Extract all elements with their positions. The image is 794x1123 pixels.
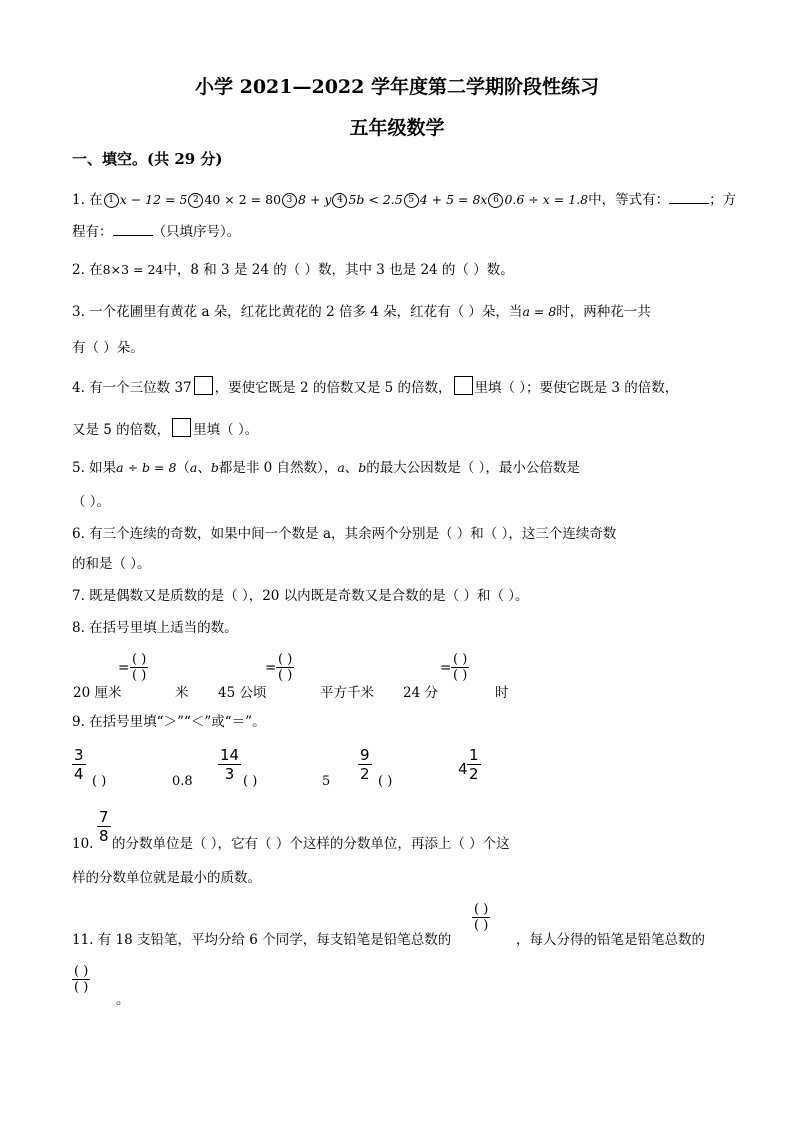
q11-frac-1-num: ( ) — [474, 902, 489, 917]
question-6-line-2: 的和是（ ）。 — [72, 556, 151, 572]
question-11-line-1-b: ，每人分得的铅笔是铅笔总数的 — [516, 932, 705, 948]
q9-frac-2-den: 3 — [224, 765, 235, 783]
q1-semi: ；方 — [709, 192, 737, 208]
question-1-line-2 — [72, 222, 240, 242]
q10-fraction — [97, 808, 111, 845]
q5-v4: b — [358, 460, 367, 475]
q8-fraction-3[interactable] — [451, 652, 469, 683]
q8-label-2: 45 公顷 — [218, 685, 267, 701]
q8-unit-3: 时 — [495, 685, 509, 701]
q5-v2: b — [210, 460, 219, 475]
q5-b: （ — [176, 460, 190, 476]
q1-blank-equations[interactable] — [669, 203, 709, 204]
q10-number: 10. — [72, 836, 94, 852]
question-2 — [72, 260, 514, 280]
q1-expr-5: 4 + 5 = 8x — [419, 192, 488, 207]
q9-right-2: 5 — [322, 774, 331, 789]
q11-end: 。 — [116, 992, 130, 1008]
page-title: 小学 2021—2022 学年度第二学期阶段性练习 — [195, 76, 599, 98]
q4-box-2[interactable] — [454, 376, 473, 395]
q11-fraction-2[interactable] — [72, 964, 90, 995]
q3-b: 时，两种花一共 — [556, 304, 651, 320]
question-4-line-2 — [72, 418, 258, 440]
q3-expr: a = 8 — [522, 304, 557, 319]
q8-unit-1: 米 — [175, 685, 189, 701]
q1-line2-b: （只填序号）。 — [152, 224, 241, 240]
q1-mark-5: 5 — [404, 193, 419, 208]
q8-fraction-2[interactable] — [276, 652, 294, 683]
q9-frac-1 — [72, 746, 86, 783]
question-3-line-2: 有（ ）朵。 — [72, 340, 144, 356]
q9-right-whole-3: 4 — [458, 760, 468, 778]
q1-mark-2: 2 — [188, 193, 203, 208]
q1-expr-3: 8 + y — [298, 192, 332, 207]
q1-prefix: 1. 在 — [72, 192, 103, 208]
question-4-line-1 — [72, 376, 678, 398]
q8-label-1: 20 厘米 — [73, 685, 122, 701]
q5-c: 、 — [197, 460, 211, 476]
q9-paren-1[interactable]: ( ) — [92, 774, 107, 789]
q4-a: 4. 有一个三位数 37 — [72, 380, 192, 396]
q1-expr-2: 40 × 2 = 80 — [204, 192, 282, 207]
question-11-line-1-a: 11. 有 18 支铅笔，平均分给 6 个同学，每支铅笔是铅笔总数的 — [72, 932, 452, 948]
q4-c: 里填（ ）；要使它既是 3 的倍数， — [474, 380, 679, 396]
question-6-line-1: 6. 有三个连续的奇数，如果中间一个数是 a，其余两个分别是（ ）和（ ），这三个连续奇数 — [72, 526, 617, 542]
q10-frac-num: 7 — [99, 808, 109, 826]
q1-mark-3: 3 — [282, 193, 297, 208]
q9-frac-2 — [218, 746, 241, 783]
q5-e: 、 — [344, 460, 359, 476]
q9-frac-1-den: 4 — [74, 765, 84, 783]
q11-frac-2-num: ( ) — [74, 964, 89, 979]
q8-fraction-1-num: ( ) — [132, 652, 147, 667]
q9-frac-3 — [358, 746, 372, 783]
q9-right-1: 0.8 — [172, 774, 193, 789]
q8-eq-3: = — [440, 660, 452, 676]
q8-eq-2: = — [265, 660, 277, 676]
q5-v1: a — [189, 460, 198, 475]
question-5-line-2: （ ）。 — [72, 494, 111, 510]
q9-paren-3[interactable]: ( ) — [378, 774, 393, 789]
q2-expr: 8×3 = 24 — [102, 262, 164, 277]
q5-a: 5. 如果 — [72, 460, 117, 476]
q1-mark-6: 6 — [488, 193, 503, 208]
q10-frac-den: 8 — [99, 827, 109, 845]
q5-expr: a ÷ b = 8 — [116, 460, 177, 475]
q8-fraction-2-num: ( ) — [278, 652, 293, 667]
q5-f: 的最大公因数是（ ），最小公倍数是 — [366, 460, 580, 476]
q11-frac-1-den: ( ) — [474, 918, 489, 933]
q8-fraction-2-den: ( ) — [278, 668, 293, 683]
question-9: 9. 在括号里填“＞”“＜”或“＝”。 — [72, 714, 266, 730]
q4-b: ，要使它既是 2 的倍数又是 5 的倍数， — [214, 380, 452, 396]
q1-mark-1: 1 — [104, 193, 119, 208]
q5-d: 都是非 0 自然数）， — [218, 460, 338, 476]
q4-line2-a: 又是 5 的倍数， — [72, 422, 171, 438]
question-10-line-1: 的分数单位是（ ），它有（ ）个这样的分数单位，再添上（ ）个这 — [112, 836, 510, 852]
q3-a: 3. 一个花圃里有黄花 a 朵，红花比黄花的 2 倍多 4 朵，红花有（ ）朵，当 — [72, 304, 523, 320]
q5-v3: a — [337, 460, 345, 475]
section-heading: 一、填空。(共 29 分) — [72, 150, 223, 168]
question-5-line-1 — [72, 458, 580, 478]
q1-mid: 中，等式有： — [588, 192, 670, 208]
q11-fraction-1[interactable] — [472, 902, 490, 933]
q8-unit-2: 平方千米 — [320, 685, 374, 701]
q1-expr-1: x − 12 = 5 — [119, 192, 188, 207]
q2-b: 中，8 和 3 是 24 的（ ）数，其中 3 也是 24 的（ ）数。 — [163, 262, 514, 278]
question-7: 7. 既是偶数又是质数的是（ ），20 以内既是奇数又是合数的是（ ）和（ ）。 — [72, 588, 529, 604]
q9-frac-3-den: 2 — [360, 765, 370, 783]
q9-paren-2[interactable]: ( ) — [243, 774, 258, 789]
q8-fraction-3-num: ( ) — [453, 652, 468, 667]
page-subtitle: 五年级数学 — [349, 117, 445, 139]
q1-mark-4: 4 — [332, 193, 347, 208]
q9-frac-2-num: 14 — [220, 746, 240, 764]
q9-frac-1-num: 3 — [74, 746, 84, 764]
q9-frac-3-num: 9 — [360, 746, 370, 764]
question-10-line-2: 样的分数单位就是最小的质数。 — [72, 870, 261, 886]
q8-fraction-1-den: ( ) — [132, 668, 147, 683]
q1-line2-a: 程有： — [72, 224, 113, 240]
q1-expr-4: 5b < 2.5 — [348, 192, 403, 207]
q4-box-1[interactable] — [194, 376, 213, 395]
q9-right-frac-3-num: 1 — [469, 746, 479, 764]
q1-blank-equations-2[interactable] — [113, 235, 153, 236]
q4-line2-b: 里填（ ）。 — [193, 422, 259, 438]
q9-right-frac-3-den: 2 — [469, 765, 479, 783]
q2-a: 2. 在 — [72, 262, 103, 278]
q8-fraction-1[interactable] — [130, 652, 148, 683]
question-8: 8. 在括号里填上适当的数。 — [72, 620, 238, 636]
q8-label-3: 24 分 — [403, 685, 438, 701]
q1-expr-6: 0.6 ÷ x = 1.8 — [504, 192, 589, 207]
q9-right-frac-3 — [467, 746, 481, 783]
q4-box-3[interactable] — [172, 418, 191, 437]
q11-frac-2-den: ( ) — [74, 980, 89, 995]
question-1-line-1 — [72, 190, 736, 210]
q8-eq-1: = — [118, 660, 130, 676]
q8-fraction-3-den: ( ) — [453, 668, 468, 683]
question-3-line-1 — [72, 302, 651, 322]
